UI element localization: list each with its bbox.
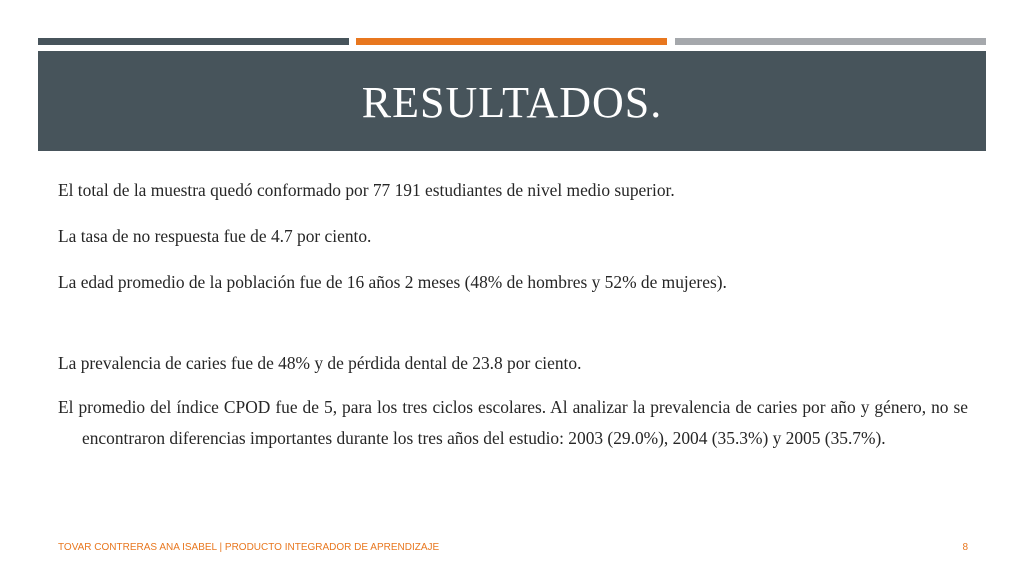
paragraph-prevalence: La prevalencia de caries fue de 48% y de pérdida dental de 23.8 por ciento. <box>58 353 582 373</box>
slide-title: RESULTADOS. <box>361 77 663 127</box>
slide-body <box>58 177 968 474</box>
title-band <box>38 51 986 151</box>
paragraph-age: La edad promedio de la población fue de 16 años 2 meses (48% de hombres y 52% de mujeres). <box>58 272 727 292</box>
page-number: 8 <box>962 541 968 553</box>
accent-bar-gray <box>675 38 986 45</box>
paragraph-sample-size: El total de la muestra quedó conformado por 77 191 estudiantes de nivel medio superior. <box>58 180 675 200</box>
accent-bar-orange <box>356 38 667 45</box>
slide-footer <box>58 540 968 554</box>
accent-bar-dark <box>38 38 349 45</box>
footer-author: TOVAR CONTRERAS ANA ISABEL | PRODUCTO INTEGRADOR DE APRENDIZAJE <box>58 541 440 553</box>
paragraph-nonresponse: La tasa de no respuesta fue de 4.7 por ciento. <box>58 226 372 246</box>
paragraph-cpod: El promedio del índice CPOD fue de 5, para los tres ciclos escolares. Al analizar la prevalencia de caries por año y género, no se encontraron diferencias importantes durante los tres años del estudio: 2003 (29.0%), 2004 (35.3%) y 2005 (35.7%). <box>58 397 968 448</box>
